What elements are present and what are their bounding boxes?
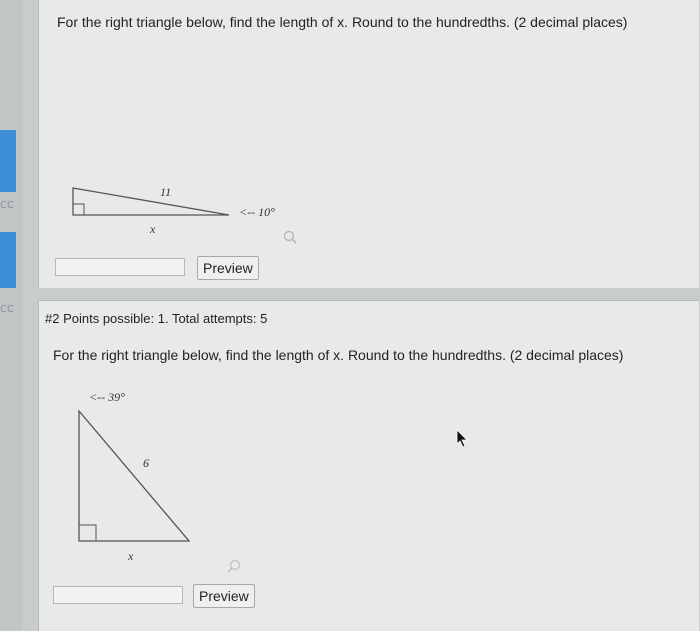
sidebar-tab-cc[interactable]: CC [0,304,14,315]
preview-button-1[interactable]: Preview [197,256,259,280]
preview-button-2[interactable]: Preview [193,584,255,608]
sidebar-tab-cc[interactable]: CC [0,200,14,211]
triangle-diagram-1 [39,0,699,288]
right-angle-marker [79,525,96,541]
answer-input-1[interactable] [55,258,185,276]
question-1-prompt: For the right triangle below, find the length of x. Round to the hundredths. (2 decimal places) [57,14,628,30]
left-sidebar [0,0,22,630]
base-label: x [150,222,156,236]
question-2-prompt: For the right triangle below, find the length of x. Round to the hundredths. (2 decimal places) [53,347,624,363]
hypotenuse-label: 6 [143,456,149,470]
magnifier-icon[interactable] [285,232,297,244]
question-2-panel [38,300,699,631]
sidebar-accent-bar [0,232,16,288]
triangle-shape [73,188,229,215]
answer-input-2[interactable] [53,586,183,604]
magnifier-icon[interactable] [228,561,240,573]
points-info: #2 Points possible: 1. Total attempts: 5 [45,311,268,326]
question-1-panel [38,0,699,288]
hypotenuse-label: 11 [160,185,172,199]
mouse-pointer-icon [456,430,470,448]
triangle-shape [79,411,189,541]
triangle-diagram-2 [39,301,699,631]
angle-label: <-- 10° [239,205,275,219]
angle-label: <-- 39° [89,390,125,404]
base-label: x [128,549,134,563]
right-angle-marker [73,204,84,215]
sidebar-accent-bar [0,130,16,192]
